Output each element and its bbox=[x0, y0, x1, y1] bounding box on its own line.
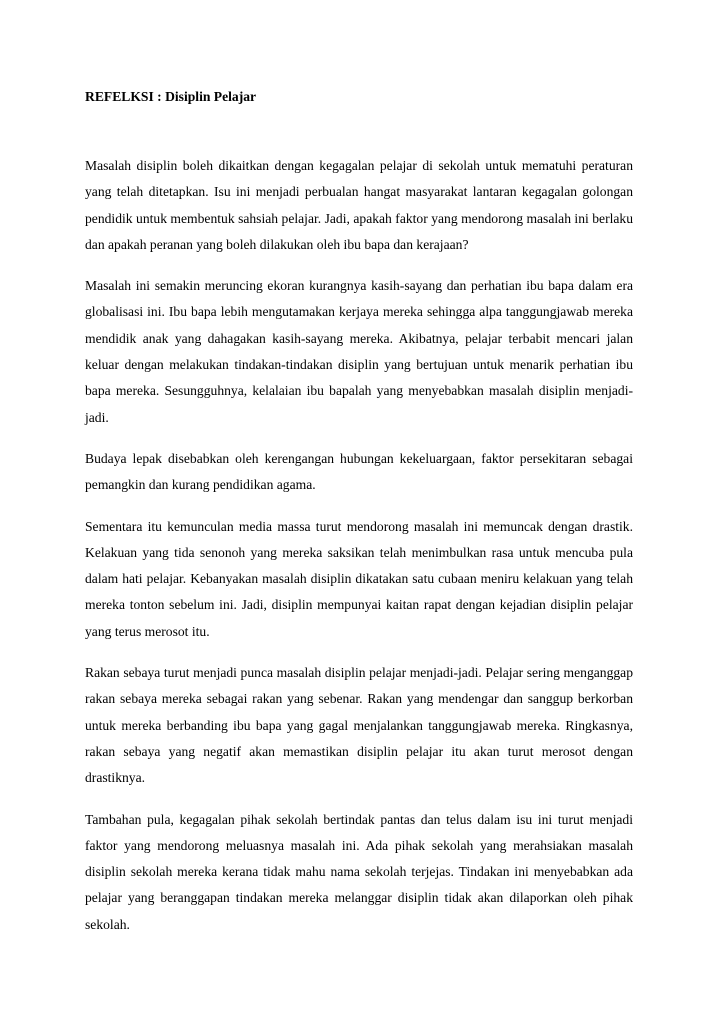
paragraph-parents: Masalah ini semakin meruncing ekoran kurangnya kasih-sayang dan perhatian ibu bapa dalam era globalisasi ini. Ibu bapa lebih mengutamakan kerjaya mereka sehingga alpa tanggungjawab mereka mendidik anak yang dahagakan kasih-sayang mereka. Akibatnya, pelajar terbabit mencari jalan keluar dengan melakukan tindakan-tindakan disiplin yang bertujuan untuk menarik perhatian ibu bapa mereka. Sesungguhnya, kelalaian ibu bapalah yang menyebabkan masalah disiplin menjadi-jadi. bbox=[85, 278, 633, 425]
paragraph-mass-media: Sementara itu kemunculan media massa turut mendorong masalah ini memuncak dengan drastik. Kelakuan yang tida senonoh yang mereka saksikan telah menimbulkan rasa untuk mencuba pula dalam hati pelajar. Kebanyakan masalah disiplin dikatakan satu cubaan meniru kelakuan yang telah mereka tonton sebelum ini. Jadi, disiplin mempunyai kaitan rapat dengan kejadian disiplin pelajar yang terus merosot itu. bbox=[85, 518, 633, 639]
paragraph-intro: Masalah disiplin boleh dikaitkan dengan kegagalan pelajar di sekolah untuk mematuhi peraturan yang telah ditetapkan. Isu ini menjadi perbualan hangat masyarakat lantaran kegagalan golongan pendidik untuk membentuk sahsiah pelajar. Jadi, apakah faktor yang mendorong masalah ini berlaku dan apakah peranan yang boleh dilakukan oleh ibu bapa dan kerajaan? bbox=[85, 158, 633, 252]
paragraph-peers: Rakan sebaya turut menjadi punca masalah disiplin pelajar menjadi-jadi. Pelajar sering menganggap rakan sebaya mereka sebagai rakan yang sebenar. Rakan yang mendengar dan sanggup berkorban untuk mereka berbanding ibu bapa yang gagal menjalankan tanggungjawab mereka. Ringkasnya, rakan sebaya yang negatif akan memastikan disiplin pelajar itu akan turut merosot dengan drastiknya. bbox=[85, 665, 633, 786]
paragraph-loitering-culture: Budaya lepak disebabkan oleh kerengangan hubungan kekeluargaan, faktor persekitaran sebagai pemangkin dan kurang pendidikan agama. bbox=[85, 450, 633, 493]
document-body bbox=[85, 86, 633, 953]
paragraph-school: Tambahan pula, kegagalan pihak sekolah bertindak pantas dan telus dalam isu ini turut menjadi faktor yang mendorong meluasnya masalah ini. Ada pihak sekolah yang merahsiakan masalah disiplin sekolah mereka kerana tidak mahu nama sekolah terjejas. Tindakan ini menyebabkan ada pelajar yang beranggapan tindakan mereka melanggar disiplin tidak akan dilaporkan oleh pihak sekolah. bbox=[85, 811, 633, 932]
document-title: REFELKSI : Disiplin Pelajar bbox=[85, 89, 257, 104]
